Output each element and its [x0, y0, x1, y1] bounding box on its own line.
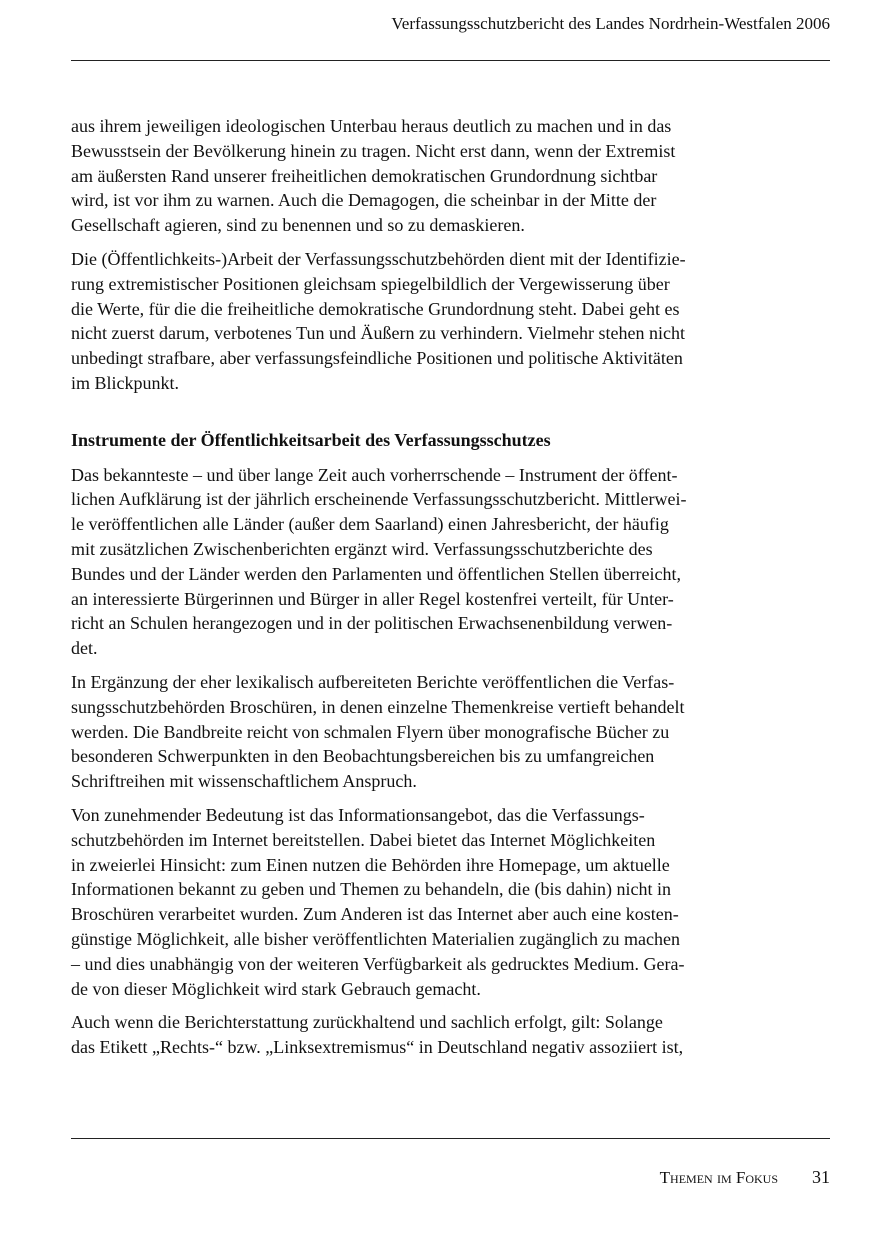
text-line: besonderen Schwerpunkten in den Beobachtungsbereichen bis zu umfangreichen [71, 746, 655, 767]
text-line: richt an Schulen herangezogen und in der politischen Erwachsenenbildung verwen- [71, 613, 673, 634]
paragraph [71, 247, 783, 396]
body-paragraphs-bottom [71, 463, 783, 1060]
header-rule [71, 60, 830, 61]
running-header-title: Verfassungsschutzbericht des Landes Nordrhein-Westfalen 2006 [391, 14, 830, 33]
text-line: in zweierlei Hinsicht: zum Einen nutzen die Behörden ihre Homepage, um aktuelle [71, 854, 670, 875]
text-line: Von zunehmender Bedeutung ist das Informationsangebot, das die Verfassungs- [71, 804, 645, 825]
text-line: Das bekannteste – und über lange Zeit auch vorherrschende – Instrument der öffent- [71, 464, 678, 485]
section-heading: Instrumente der Öffentlichkeitsarbeit des Verfassungsschutzes [71, 429, 551, 450]
text-line: – und dies unabhängig von der weiteren Verfügbarkeit als gedrucktes Medium. Gera- [71, 953, 685, 974]
text-line: unbedingt strafbare, aber verfassungsfeindliche Positionen und politische Aktivitäten [71, 348, 683, 369]
text-line: Broschüren verarbeitet wurden. Zum Anderen ist das Internet aber auch eine kosten- [71, 904, 679, 925]
text-line: nicht zuerst darum, verbotenes Tun und Äußern zu verhindern. Vielmehr stehen nicht [71, 323, 685, 344]
text-line: det. [71, 638, 98, 659]
text-line: de von dieser Möglichkeit wird stark Gebrauch gemacht. [71, 978, 481, 999]
text-line: rung extremistischer Positionen gleichsam spiegelbildlich der Vergewisserung über [71, 273, 670, 294]
text-line: sungsschutzbehörden Broschüren, in denen einzelne Themenkreise vertieft behandelt [71, 696, 685, 717]
text-line: Schriftreihen mit wissenschaftlichem Anspruch. [71, 771, 417, 792]
text-line: im Blickpunkt. [71, 372, 179, 393]
footer-rule [71, 1138, 830, 1139]
text-line: Die (Öffentlichkeits-)Arbeit der Verfassungsschutzbehörden dient mit der Identifizie- [71, 248, 686, 269]
text-line: am äußersten Rand unserer freiheitlichen demokratischen Grundordnung sichtbar [71, 165, 658, 186]
page-number: 31 [812, 1167, 830, 1187]
paragraph [71, 670, 783, 794]
text-line: günstige Möglichkeit, alle bisher veröffentlichten Materialien zugänglich zu machen [71, 928, 680, 949]
text-line: das Etikett „Rechts-“ bzw. „Linksextremismus“ in Deutschland negativ assoziiert ist, [71, 1037, 684, 1058]
text-line: aus ihrem jeweiligen ideologischen Unterbau heraus deutlich zu machen und in das [71, 116, 672, 136]
body-paragraphs-top [71, 114, 783, 396]
text-line: schutzbehörden im Internet bereitstellen. Dabei bietet das Internet Möglichkeiten [71, 829, 656, 850]
paragraph [71, 1010, 783, 1060]
footer-section-title: Themen im Fokus [659, 1168, 778, 1187]
text-line: Bundes und der Länder werden den Parlamenten und öffentlichen Stellen überreicht, [71, 563, 681, 584]
text-line: Bewusstsein der Bevölkerung hinein zu tragen. Nicht erst dann, wenn der Extremist [71, 140, 676, 161]
text-line: lichen Aufklärung ist der jährlich erscheinende Verfassungsschutzbericht. Mittlerwei- [71, 489, 687, 510]
page-body [71, 114, 783, 1069]
text-line: an interessierte Bürgerinnen und Bürger in aller Regel kostenfrei verteilt, für Unter- [71, 588, 674, 609]
text-line: le veröffentlichen alle Länder (außer dem Saarland) einen Jahresbericht, der häufig [71, 514, 669, 535]
text-line: In Ergänzung der eher lexikalisch aufbereiteten Berichte veröffentlichen die Verfas- [71, 671, 675, 692]
paragraph [71, 463, 783, 661]
text-line: die Werte, für die die freiheitliche demokratische Grundordnung steht. Dabei geht es [71, 298, 680, 319]
text-line: Informationen bekannt zu geben und Themen zu behandeln, die (bis dahin) nicht in [71, 879, 671, 900]
text-line: Auch wenn die Berichterstattung zurückhaltend und sachlich erfolgt, gilt: Solange [71, 1012, 663, 1033]
text-line: wird, ist vor ihm zu warnen. Auch die Demagogen, die scheinbar in der Mitte der [71, 190, 657, 211]
text-line: Gesellschaft agieren, sind zu benennen und so zu demaskieren. [71, 215, 525, 236]
text-line: werden. Die Bandbreite reicht von schmalen Flyern über monografische Bücher zu [71, 721, 670, 742]
text-line: mit zusätzlichen Zwischenberichten ergänzt wird. Verfassungsschutzberichte des [71, 538, 653, 559]
paragraph [71, 114, 783, 238]
paragraph [71, 803, 783, 1001]
